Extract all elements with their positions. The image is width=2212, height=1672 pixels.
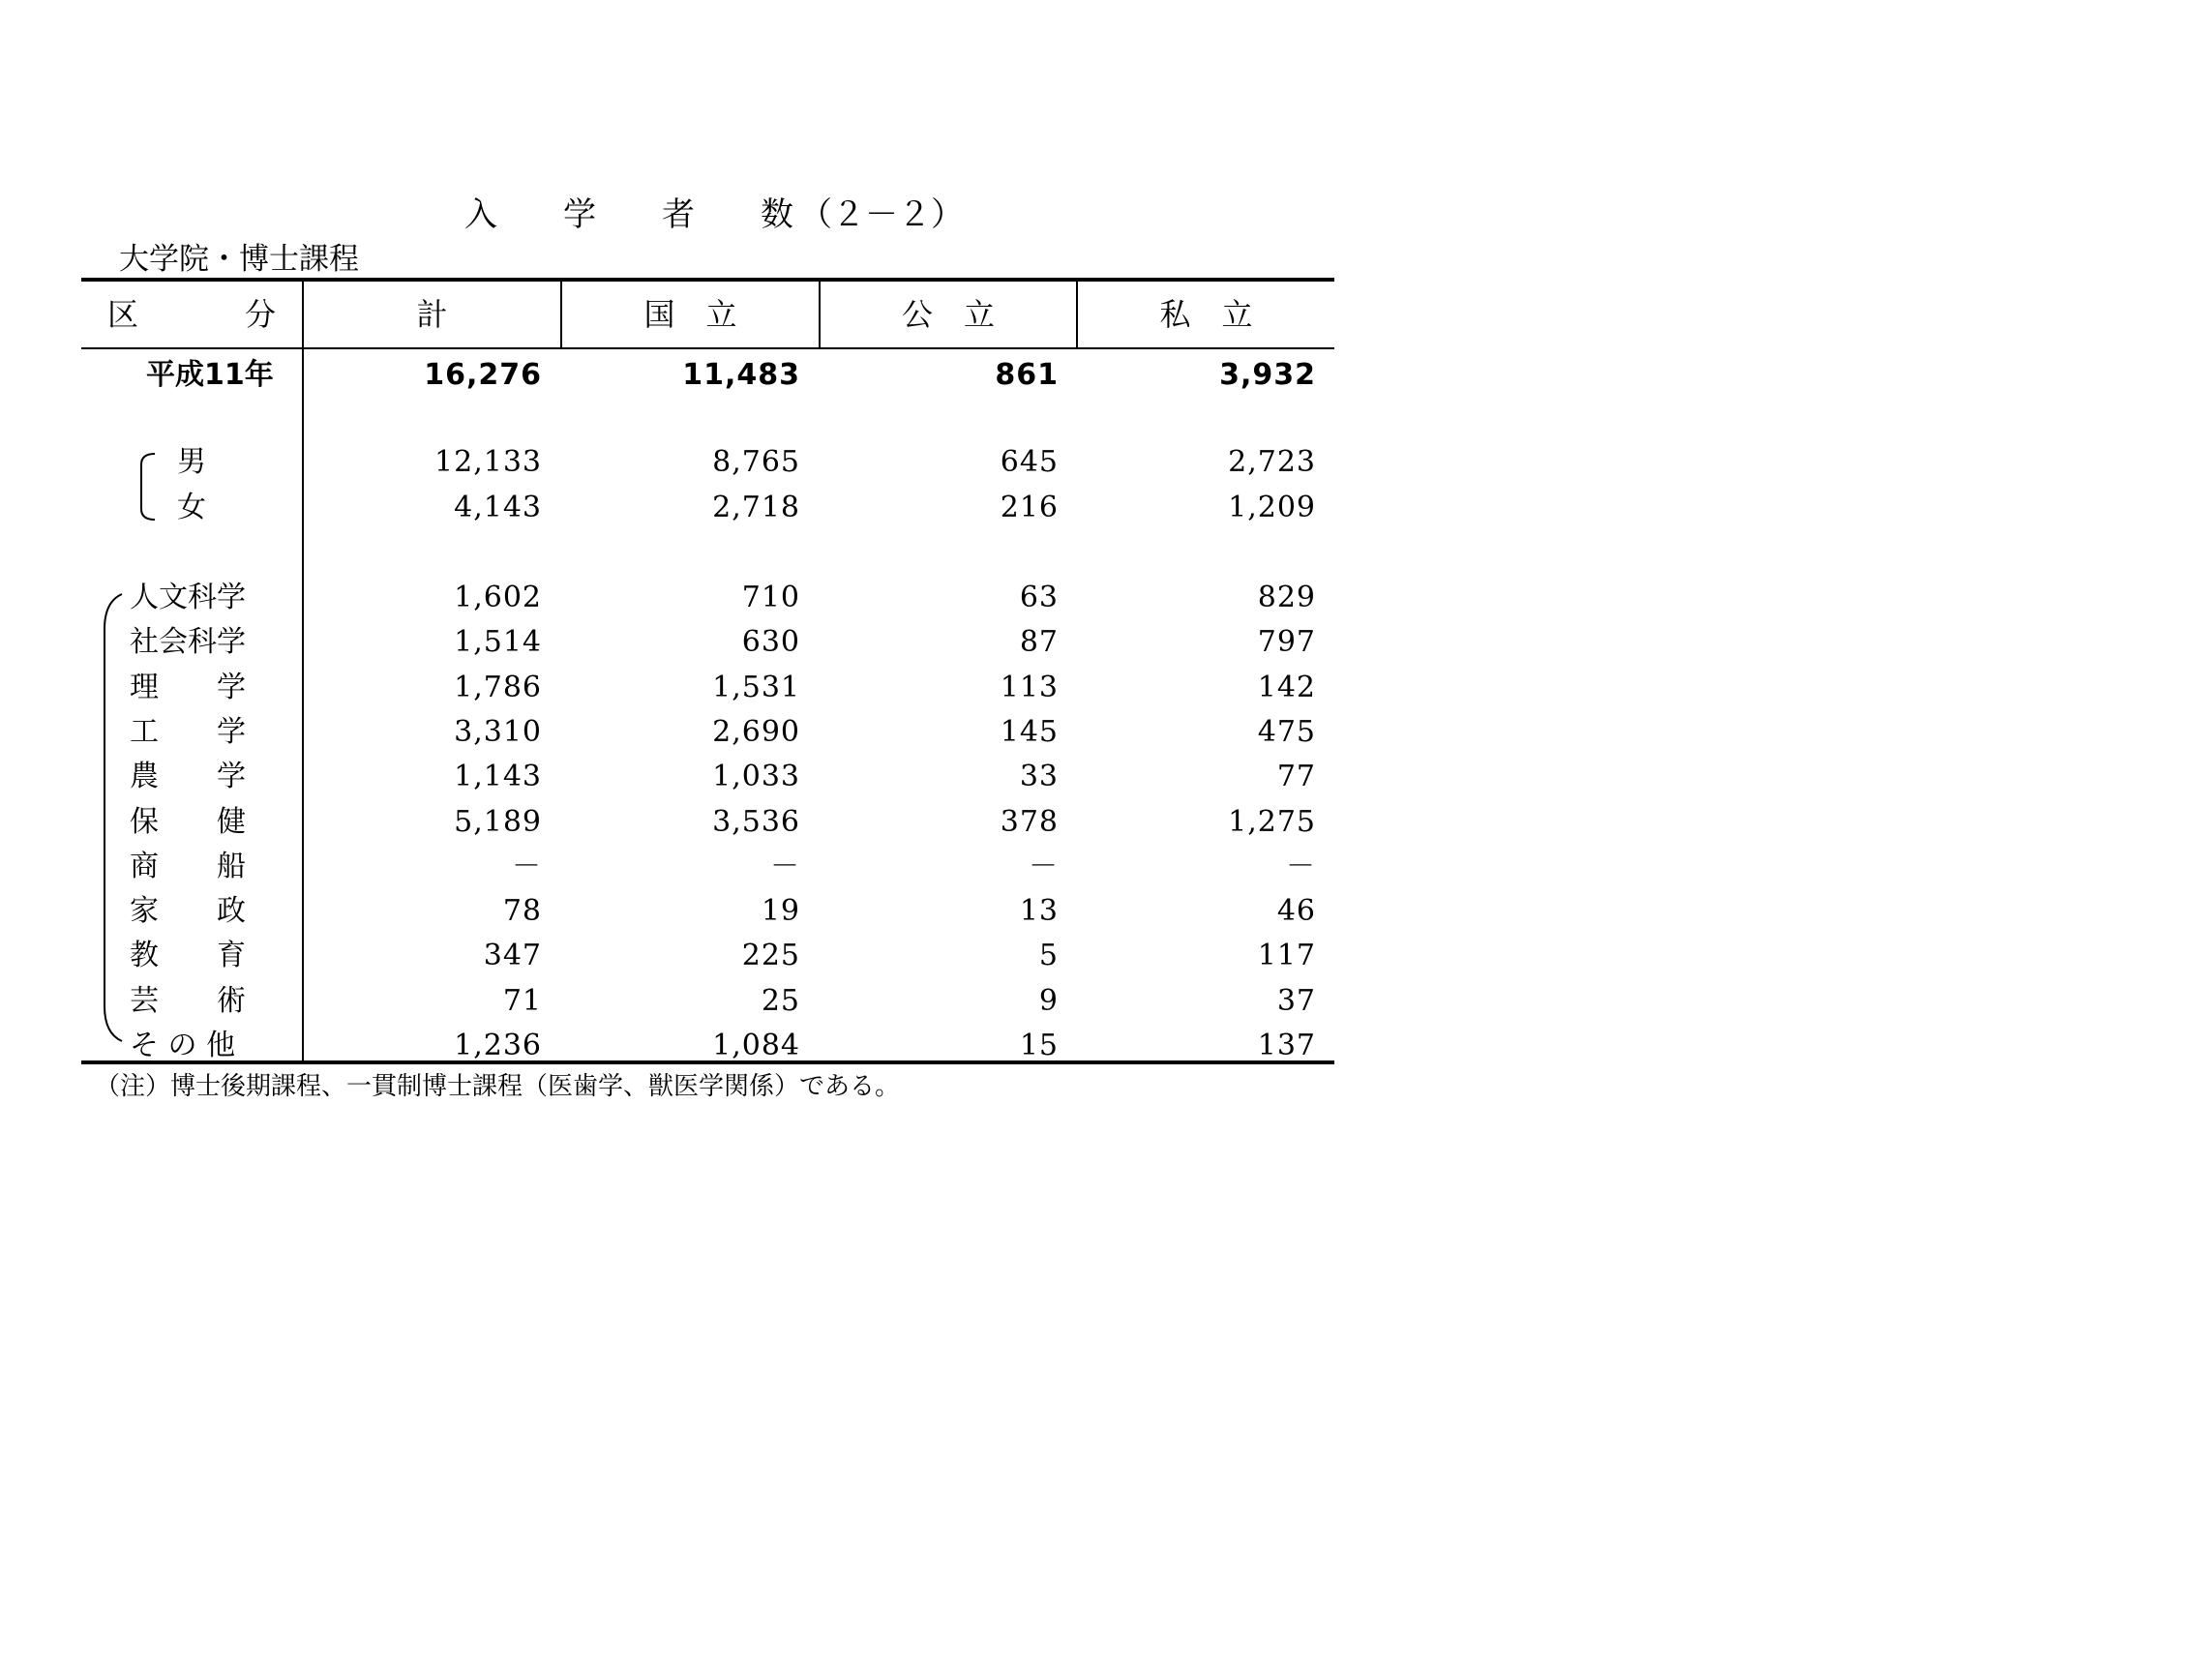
row-label: 農 学 [130, 760, 246, 794]
title-suffix: （２－２） [799, 195, 964, 234]
cell-public: 87 [1019, 625, 1059, 660]
table-subtitle: 大学院・博士課程 [119, 242, 359, 277]
table-header-rule [81, 347, 1334, 349]
cell-total: 1,786 [454, 670, 542, 704]
cell-private: 1,275 [1228, 804, 1316, 839]
cell-total: 1,143 [454, 760, 542, 794]
header-total: 計 [416, 296, 448, 333]
cell-public: 9 [1038, 983, 1059, 1018]
cell-national: 8,765 [712, 445, 800, 479]
cell-total: 1,236 [454, 1029, 542, 1062]
table-row [81, 620, 1334, 665]
cell-public: 13 [1019, 894, 1059, 929]
row-label: 保 健 [130, 804, 246, 839]
cell-total: 5,189 [454, 804, 542, 839]
table-row [81, 934, 1334, 978]
title-char: 学 [563, 195, 596, 234]
header-category-char: 区 [106, 296, 138, 333]
cell-private: 137 [1257, 1029, 1316, 1062]
row-label: 社会科学 [130, 625, 246, 660]
table-row [81, 576, 1334, 620]
cell-national: 1,033 [712, 760, 800, 794]
cell-private: 797 [1257, 625, 1316, 660]
cell-public: 63 [1019, 581, 1059, 614]
cell-total: 78 [502, 894, 542, 929]
cell-public: 216 [1000, 491, 1059, 524]
cell-private: 475 [1257, 714, 1316, 749]
cell-public: 378 [1000, 804, 1059, 839]
cell-national: 3,536 [712, 804, 800, 839]
row-label: 教 育 [130, 939, 246, 973]
row-label: 商 船 [130, 849, 246, 883]
cell-total: 12,133 [434, 445, 542, 479]
cell-private: 77 [1276, 760, 1316, 794]
table-row [81, 440, 1334, 485]
row-label: 家 政 [130, 894, 246, 929]
page-title [464, 191, 964, 239]
table-row [81, 486, 1334, 530]
cell-total: 16,276 [424, 358, 542, 392]
row-label: 平成11年 [146, 358, 274, 392]
table-row [81, 755, 1334, 799]
cell-total: 347 [483, 939, 542, 973]
title-char: 入 [464, 195, 497, 234]
cell-national: － [770, 849, 800, 883]
row-label: 工 学 [130, 714, 246, 749]
cell-public: － [1029, 849, 1059, 883]
footnote: （注）博士後期課程、一貫制博士課程（医歯学、獣医学関係）である。 [95, 1072, 901, 1101]
cell-national: 2,690 [712, 714, 800, 749]
cell-private: 2,723 [1228, 445, 1316, 479]
cell-private: 829 [1257, 581, 1316, 614]
cell-total: 71 [502, 983, 542, 1018]
cell-private: 142 [1257, 670, 1316, 704]
cell-private: 3,932 [1219, 358, 1316, 392]
cell-national: 630 [741, 625, 800, 660]
table-row [81, 800, 1334, 845]
table-row [81, 710, 1334, 755]
cell-national: 225 [741, 939, 800, 973]
cell-total: － [512, 849, 542, 883]
cell-private: 37 [1276, 983, 1316, 1018]
row-label: 男 [177, 445, 206, 479]
cell-public: 861 [995, 358, 1059, 392]
cell-private: 46 [1276, 894, 1316, 929]
cell-public: 5 [1038, 939, 1059, 973]
table-row-total [81, 353, 1334, 398]
header-public: 公 立 [901, 296, 995, 333]
cell-total: 4,143 [454, 491, 542, 524]
header-private: 私 立 [1159, 296, 1253, 333]
table-row [81, 845, 1334, 889]
row-label: 人文科学 [130, 581, 246, 614]
cell-public: 113 [1000, 670, 1059, 704]
cell-private: 117 [1257, 939, 1316, 973]
table-row [81, 889, 1334, 934]
cell-national: 2,718 [712, 491, 800, 524]
cell-public: 145 [1000, 714, 1059, 749]
title-char: 数 [761, 195, 793, 234]
cell-total: 1,602 [454, 581, 542, 614]
row-label: 芸 術 [130, 983, 246, 1018]
cell-national: 11,483 [682, 358, 800, 392]
cell-private: － [1286, 849, 1316, 883]
title-char: 者 [662, 195, 695, 234]
cell-national: 19 [761, 894, 800, 929]
header-national: 国 立 [643, 296, 737, 333]
row-label: そ の 他 [130, 1029, 236, 1062]
cell-total: 1,514 [454, 625, 542, 660]
cell-national: 710 [741, 581, 800, 614]
cell-public: 645 [1000, 445, 1059, 479]
row-label: 理 学 [130, 670, 246, 704]
cell-public: 33 [1019, 760, 1059, 794]
header-category-char: 分 [245, 296, 277, 333]
cell-national: 1,084 [712, 1029, 800, 1062]
table-row [81, 666, 1334, 710]
header-category [81, 282, 302, 347]
row-label: 女 [177, 491, 206, 524]
cell-national: 1,531 [712, 670, 800, 704]
cell-national: 25 [761, 983, 800, 1018]
table-row [81, 1024, 1334, 1068]
cell-private: 1,209 [1228, 491, 1316, 524]
table-row [81, 979, 1334, 1024]
cell-public: 15 [1019, 1029, 1059, 1062]
cell-total: 3,310 [454, 714, 542, 749]
